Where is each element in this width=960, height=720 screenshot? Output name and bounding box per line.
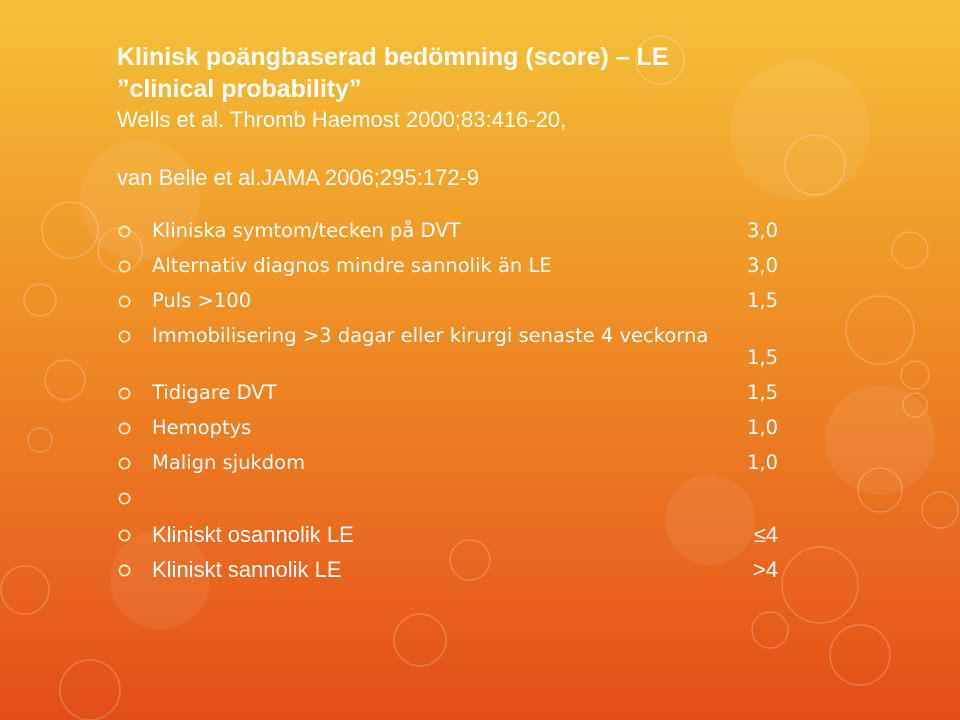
criterion-score: 1,0 [746, 451, 778, 474]
criterion-score: 3,0 [746, 219, 778, 242]
criterion-label: Puls >100 [152, 289, 252, 312]
circle-bullet-icon [118, 295, 131, 308]
circle-bullet-icon [118, 387, 131, 400]
bubble-icon [846, 296, 914, 364]
bubble-icon [1, 566, 49, 614]
conclusion-threshold: >4 [752, 557, 778, 582]
bubble-icon [28, 428, 52, 452]
criterion-label: Immobilisering >3 dagar eller kirurgi senaste 4 veckorna [152, 324, 709, 347]
bubble-icon [450, 540, 490, 580]
bubble-icon [830, 625, 890, 685]
bubble-icon [45, 360, 85, 400]
reference-line-1: Wells et al. Thromb Haemost 2000;83:416-20, [117, 107, 567, 132]
criterion-label: Malign sjukdom [152, 451, 306, 474]
circle-bullet-icon [118, 492, 131, 505]
bubble-icon [892, 232, 928, 268]
circle-bullet-icon [118, 225, 131, 238]
criterion-label: Kliniska symtom/tecken på DVT [152, 219, 461, 242]
bubble-icon [901, 361, 929, 389]
criterion-score: 1,5 [746, 346, 778, 369]
bubble-icon [394, 614, 446, 666]
reference-line-2: van Belle et al.JAMA 2006;295:172-9 [117, 165, 480, 190]
conclusion-label: Kliniskt sannolik LE [152, 557, 342, 582]
circle-bullet-icon [118, 330, 131, 343]
circle-bullet-icon [118, 564, 131, 577]
slide-title-line-2: ”clinical probability” [117, 75, 362, 103]
slide-title-line-1: Klinisk poängbaserad bedömning (score) – LE [117, 43, 669, 71]
bubble-icon [730, 60, 870, 200]
criterion-score: 3,0 [746, 254, 778, 277]
criterion-label: Hemoptys [152, 416, 252, 439]
bubble-icon [60, 660, 120, 720]
criterion-label: Tidigare DVT [152, 381, 277, 404]
bubble-icon [752, 612, 788, 648]
circle-bullet-icon [118, 529, 131, 542]
circle-bullet-icon [118, 457, 131, 470]
bubble-icon [782, 547, 858, 623]
circle-bullet-icon [118, 260, 131, 273]
circle-bullet-icon [118, 422, 131, 435]
criterion-label: Alternativ diagnos mindre sannolik än LE [152, 254, 552, 277]
bubble-icon [24, 284, 56, 316]
criterion-score: 1,0 [746, 416, 778, 439]
bubble-icon [825, 385, 935, 495]
bubble-icon [665, 475, 755, 565]
bubble-icon [922, 492, 958, 528]
criterion-score: 1,5 [746, 381, 778, 404]
conclusion-label: Kliniskt osannolik LE [152, 522, 354, 547]
conclusion-threshold: ≤4 [753, 522, 778, 547]
criterion-score: 1,5 [746, 289, 778, 312]
